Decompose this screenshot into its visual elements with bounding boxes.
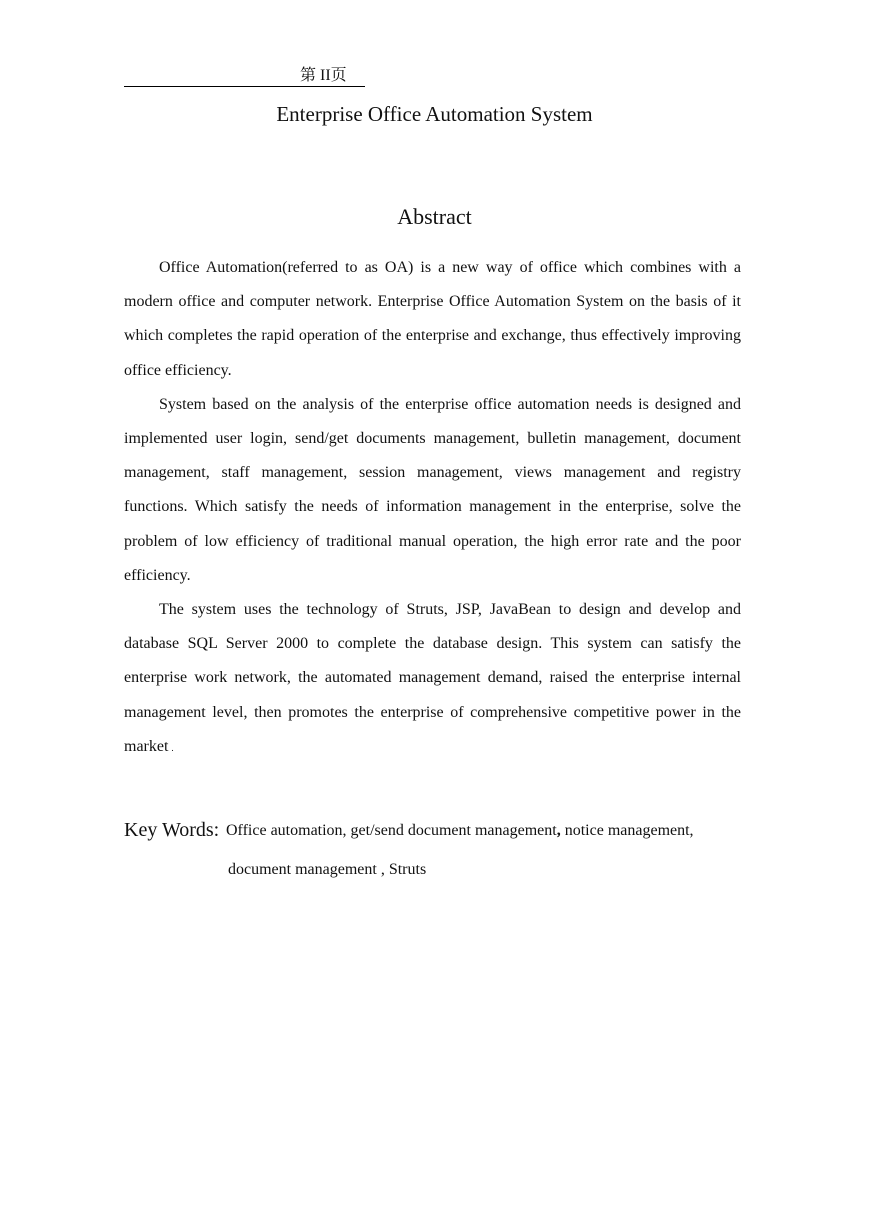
page-number: 第 II页 bbox=[300, 67, 347, 84]
abstract-paragraph-text: System based on the analysis of the enterprise office automation needs is designed and implemented user login, send/get documents management, bulletin management, document management, staff management, session management, views management and registry functions. Which satisfy the needs of information management in the enterprise, solve the problem of low efficiency of traditional manual operation, the high error rate and the poor efficiency. bbox=[124, 395, 741, 584]
keywords-line bbox=[226, 820, 694, 842]
keywords-separator: , bbox=[556, 822, 561, 839]
keywords-text: Office automation, get/send document management bbox=[226, 822, 557, 839]
abstract-paragraph-text: Office Automation(referred to as OA) is a new way of office which combines with a modern office and computer network. Enterprise Office Automation System on the basis of it which completes the rapid operation of the enterprise and exchange, thus effectively improving office efficiency. bbox=[124, 259, 741, 379]
document-title: Enterprise Office Automation System bbox=[276, 102, 593, 126]
abstract-paragraph-text: The system uses the technology of Struts, JSP, JavaBean to design and develop and database SQL Server 2000 to complete the database design. This system can satisfy the enterprise work network, the automated management demand, raised the enterprise internal management level, then promotes the enterprise of comprehensive competitive power in the market bbox=[124, 601, 741, 755]
closing-period: . bbox=[171, 742, 174, 753]
abstract-paragraph bbox=[124, 251, 741, 388]
keywords-label: Key Words: bbox=[124, 819, 220, 841]
abstract-paragraph bbox=[124, 593, 741, 765]
abstract-body bbox=[124, 251, 741, 765]
keywords-text: notice management, bbox=[560, 822, 694, 839]
abstract-paragraph bbox=[124, 388, 741, 593]
keywords-line: document management , Struts bbox=[228, 861, 427, 878]
abstract-heading: Abstract bbox=[397, 204, 472, 229]
page-header bbox=[124, 66, 365, 87]
